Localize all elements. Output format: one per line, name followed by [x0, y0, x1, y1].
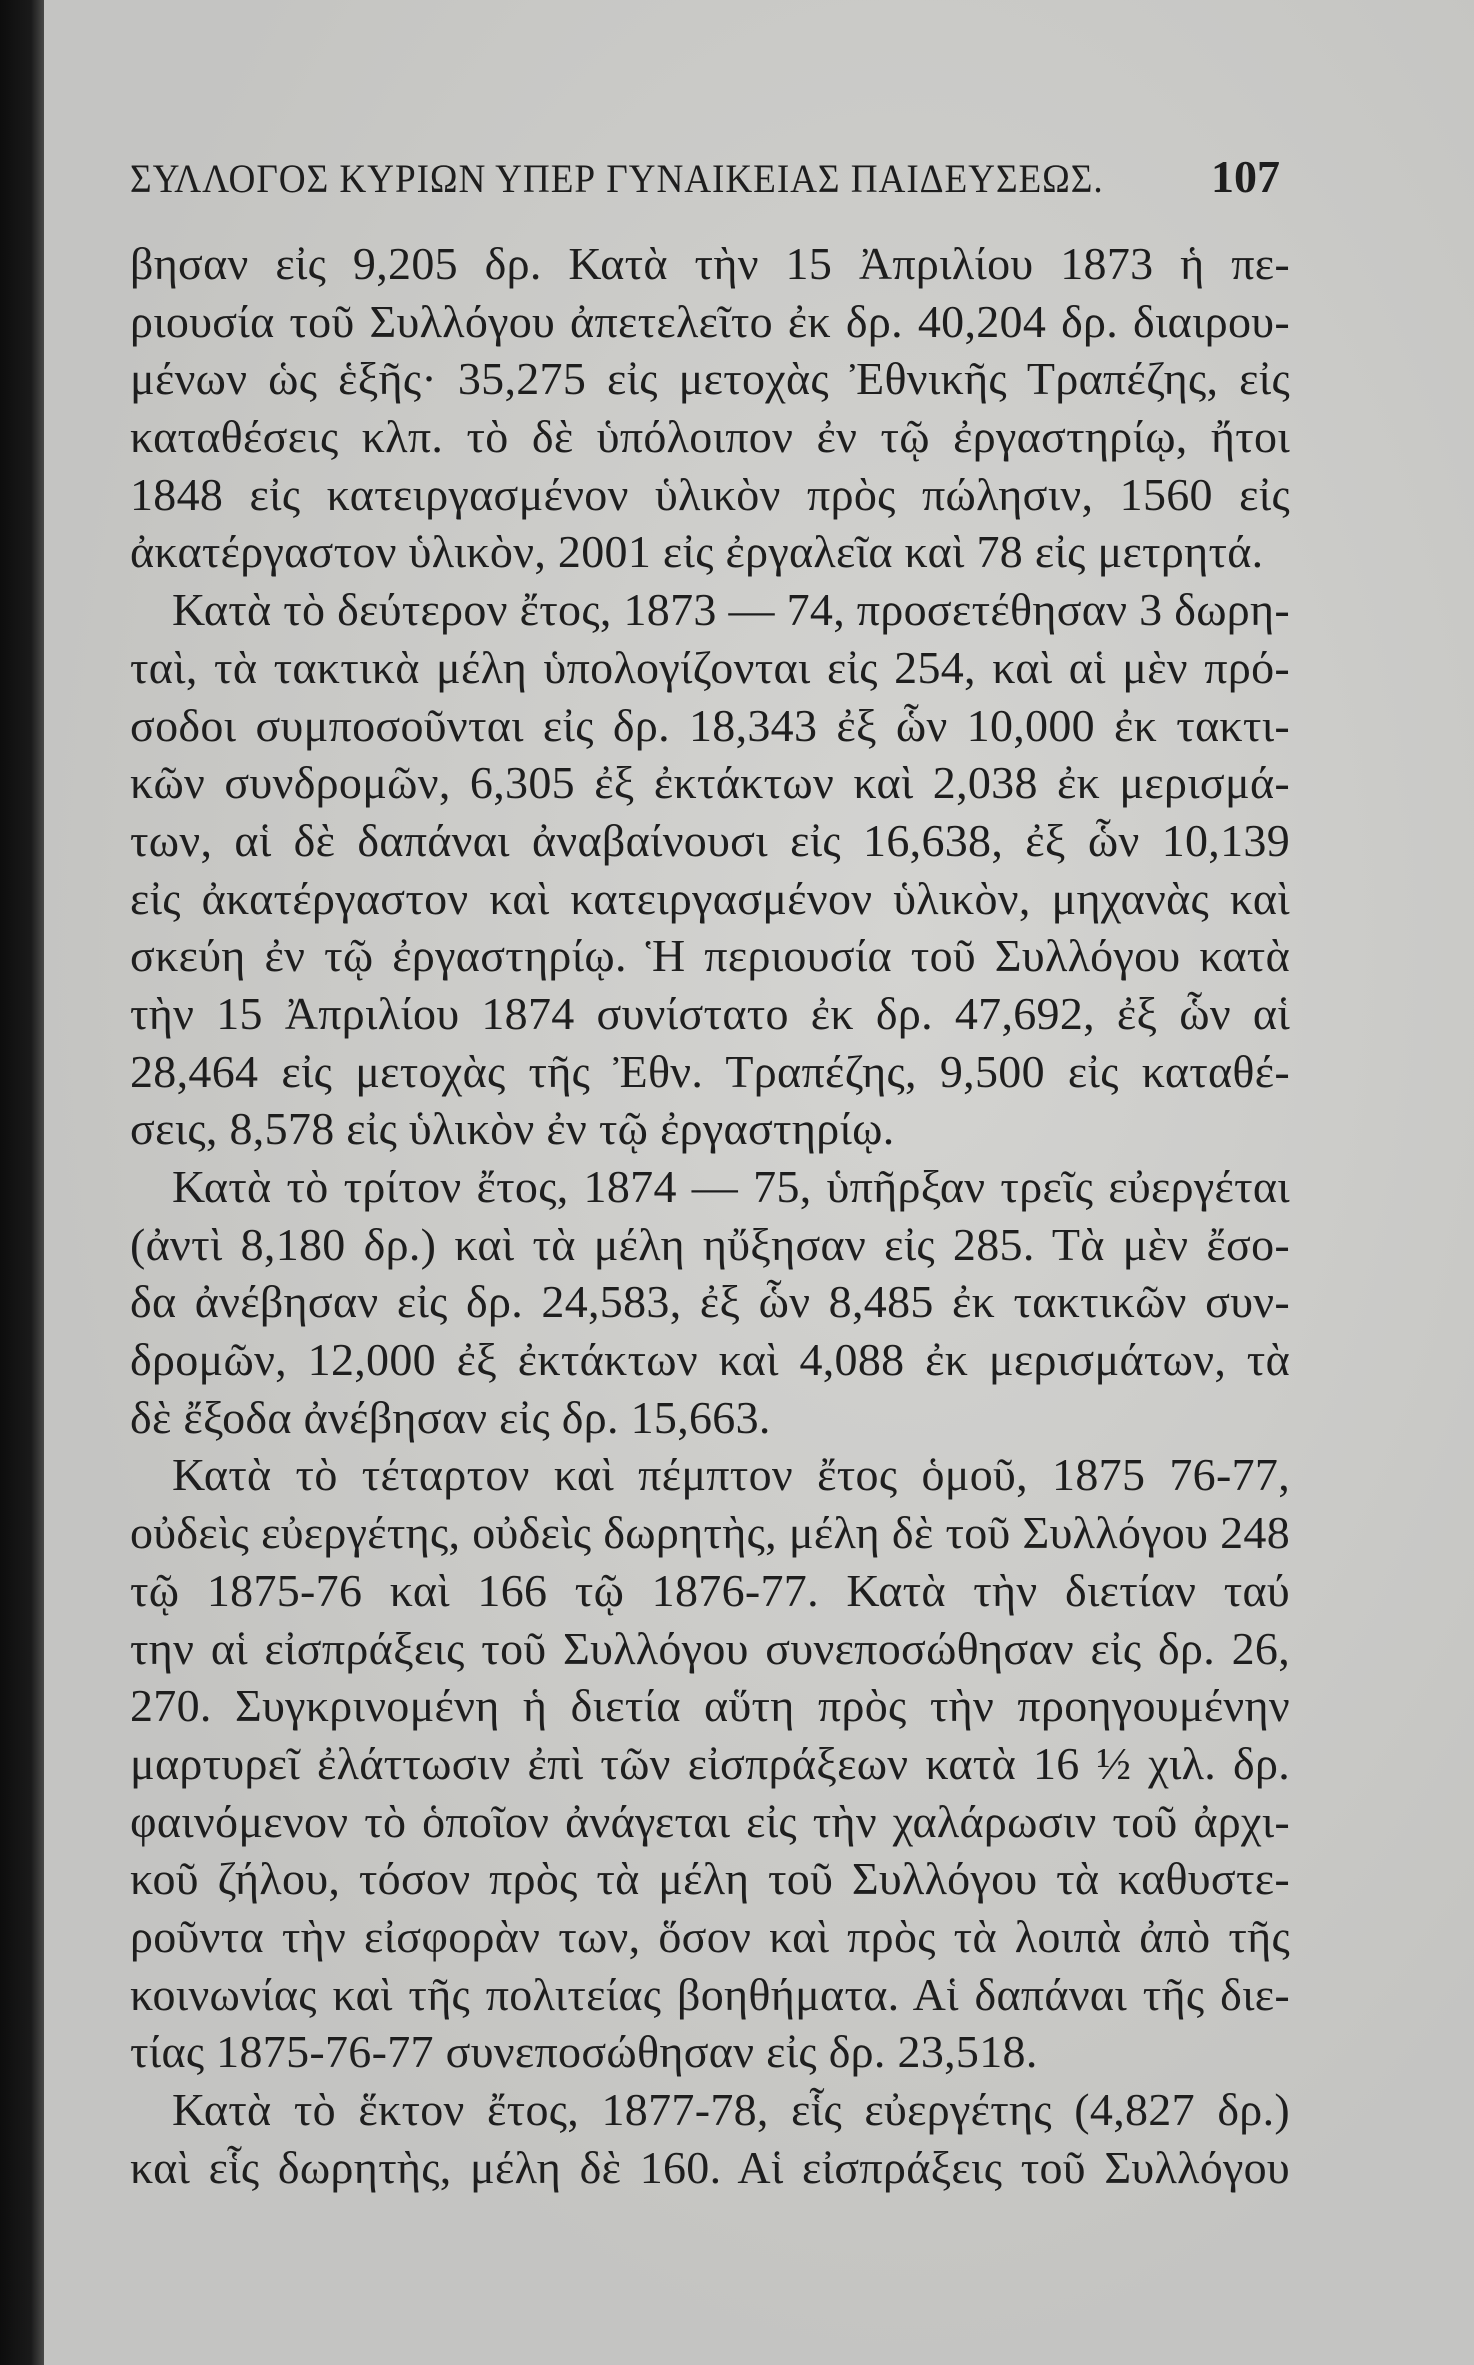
text-line: 270. Συγκρινομένη ἡ διετία αὕτη πρὸς τὴν προηγουμένην: [130, 1680, 1290, 1732]
text-line: (ἀντὶ 8,180 δρ.) καὶ τὰ μέλη ηὔξησαν εἰς 285. Τὰ μὲν ἔσο-: [130, 1218, 1290, 1270]
text-line: δρομῶν, 12,000 ἐξ ἐκτάκτων καὶ 4,088 ἐκ μερισμάτων, τὰ: [130, 1334, 1290, 1386]
running-head: ΣΥΛΛΟΓΟΣ ΚΥΡΙΩΝ ΥΠΕΡ ΓΥΝΑΙΚΕΙΑΣ ΠΑΙΔΕΥΣΕΩΣ.: [130, 156, 1104, 201]
book-spine-shadow: [0, 0, 44, 2365]
text-line: ριουσία τοῦ Συλλόγου ἀπετελεῖτο ἐκ δρ. 40,204 δρ. διαιρου-: [130, 295, 1290, 347]
text-line: ἀκατέργαστον ὑλικὸν, 2001 εἰς ἐργαλεῖα καὶ 78 εἰς μετρητά.: [130, 526, 1264, 578]
text-line: Κατὰ τὸ τρίτον ἔτος, 1874 — 75, ὑπῆρξαν τρεῖς εὐεργέται: [172, 1161, 1290, 1212]
text-line: Κατὰ τὸ δεύτερον ἔτος, 1873 — 74, προσετέθησαν 3 δωρη-: [172, 584, 1290, 636]
text-line: φαινόμενον τὸ ὁποῖον ἀνάγεται εἰς τὴν χαλάρωσιν τοῦ ἀρχι-: [130, 1795, 1290, 1847]
text-line: εἰς ἀκατέργαστον καὶ κατειργασμένον ὑλικὸν, μηχανὰς καὶ: [130, 872, 1290, 924]
text-line: δα ἀνέβησαν εἰς δρ. 24,583, ἐξ ὧν 8,485 ἐκ τακτικῶν συν-: [130, 1276, 1290, 1328]
text-line: καὶ εἷς δωρητὴς, μέλη δὲ 160. Αἱ εἰσπράξεις τοῦ Συλλόγου: [130, 2141, 1290, 2193]
text-line: τὴν 15 Ἀπριλίου 1874 συνίστατο ἐκ δρ. 47,692, ἐξ ὧν αἱ: [130, 987, 1290, 1039]
text-line: σκεύη ἐν τῷ ἐργαστηρίῳ. Ἡ περιουσία τοῦ Συλλόγου κατὰ: [130, 930, 1290, 982]
text-line: δὲ ἔξοδα ἀνέβησαν εἰς δρ. 15,663.: [130, 1391, 771, 1443]
text-line: Κατὰ τὸ τέταρτον καὶ πέμπτον ἔτος ὁμοῦ, 1875 76-77,: [172, 1449, 1290, 1501]
text-line: Κατὰ τὸ ἕκτον ἔτος, 1877-78, εἷς εὐεργέτης (4,827 δρ.): [172, 2084, 1290, 2135]
text-line: βησαν εἰς 9,205 δρ. Κατὰ τὴν 15 Ἀπριλίου 1873 ἡ πε-: [130, 238, 1290, 289]
text-line: τῷ 1875-76 καὶ 166 τῷ 1876-77. Κατὰ τὴν διετίαν ταύ: [130, 1564, 1290, 1616]
text-line: κῶν συνδρομῶν, 6,305 ἐξ ἐκτάκτων καὶ 2,038 ἐκ μερισμά-: [130, 757, 1290, 809]
text-line: 28,464 εἰς μετοχὰς τῆς Ἐθν. Τραπέζης, 9,500 εἰς καταθέ-: [130, 1045, 1290, 1097]
text-line: μαρτυρεῖ ἐλάττωσιν ἐπὶ τῶν εἰσπράξεων κατὰ 16 ½ χιλ. δρ.: [130, 1737, 1290, 1789]
page-number: 107: [1211, 151, 1280, 202]
text-line: ταὶ, τὰ τακτικὰ μέλη ὑπολογίζονται εἰς 254, καὶ αἱ μὲν πρό-: [130, 641, 1290, 693]
text-line: καταθέσεις κλπ. τὸ δὲ ὑπόλοιπον ἐν τῷ ἐργαστηρίῳ, ἤτοι: [130, 411, 1290, 463]
page-header: [130, 150, 1280, 203]
text-line: κοινωνίας καὶ τῆς πολιτείας βοηθήματα. Αἱ δαπάναι τῆς διε-: [130, 1968, 1290, 2020]
text-line: οὐδεὶς εὐεργέτης, οὐδεὶς δωρητὴς, μέλη δὲ τοῦ Συλλόγου 248: [130, 1507, 1290, 1559]
text-line: σεις, 8,578 εἰς ὑλικὸν ἐν τῷ ἐργαστηρίῳ.: [130, 1103, 895, 1155]
text-line: των, αἱ δὲ δαπάναι ἀναβαίνουσι εἰς 16,638, ἐξ ὧν 10,139: [130, 814, 1290, 866]
text-line: την αἱ εἰσπράξεις τοῦ Συλλόγου συνεποσώθησαν εἰς δρ. 26,: [130, 1622, 1290, 1674]
text-line: σοδοι συμποσοῦνται εἰς δρ. 18,343 ἐξ ὧν 10,000 ἐκ τακτι-: [130, 699, 1290, 751]
text-line: ροῦντα τὴν εἰσφορὰν των, ὅσον καὶ πρὸς τὰ λοιπὰ ἀπὸ τῆς: [130, 1910, 1290, 1962]
text-line: μένων ὡς ἑξῆς· 35,275 εἰς μετοχὰς Ἐθνικῆς Τραπέζης, εἰς: [130, 353, 1290, 405]
text-line: κοῦ ζήλου, τόσον πρὸς τὰ μέλη τοῦ Συλλόγου τὰ καθυστε-: [130, 1853, 1290, 1905]
body-text: [130, 235, 1290, 2196]
text-line: 1848 εἰς κατειργασμένον ὑλικὸν πρὸς πώλησιν, 1560 εἰς: [130, 468, 1290, 520]
text-line: τίας 1875-76-77 συνεποσώθησαν εἰς δρ. 23,518.: [130, 2026, 1038, 2078]
